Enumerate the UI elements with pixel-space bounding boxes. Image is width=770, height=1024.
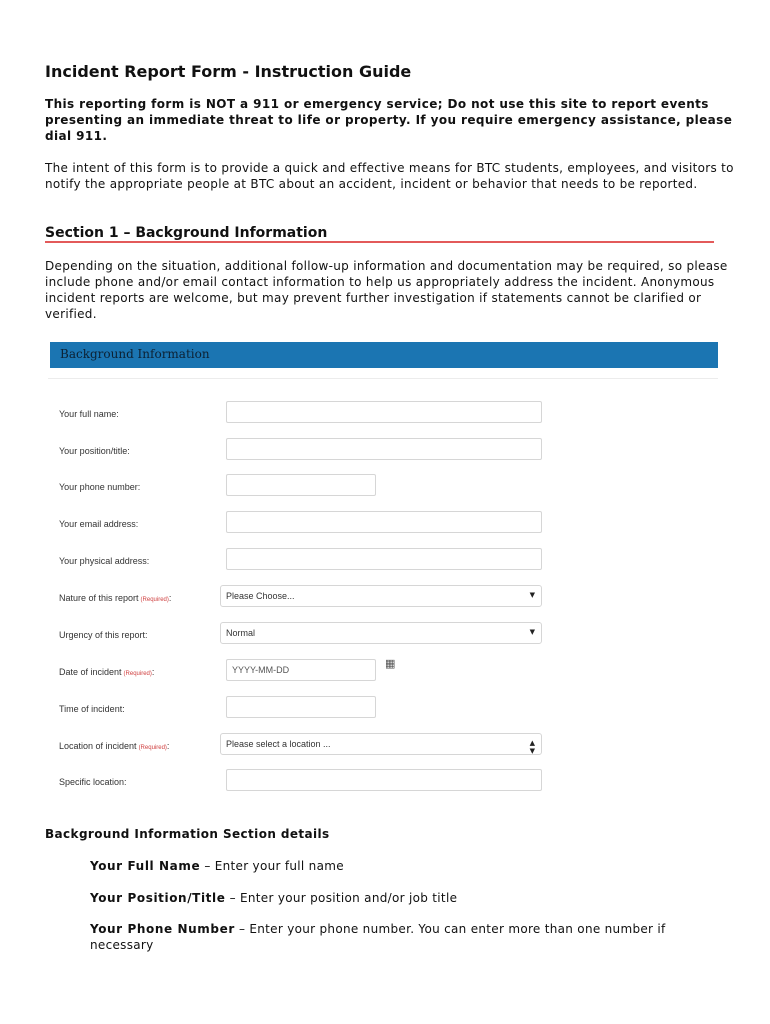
phone-label: Your phone number: bbox=[59, 482, 141, 492]
detail-full-name bbox=[90, 858, 690, 874]
row-urgency bbox=[48, 622, 718, 650]
form-header bbox=[50, 342, 718, 368]
row-phone bbox=[48, 474, 718, 502]
detail-term: Your Phone Number bbox=[90, 922, 235, 936]
row-specific-location bbox=[48, 769, 718, 797]
required-tag: (Required) bbox=[123, 671, 152, 677]
row-nature bbox=[48, 585, 718, 613]
chevron-down-icon: ▲ ▼ bbox=[529, 739, 535, 755]
detail-position bbox=[90, 890, 690, 906]
email-label: Your email address: bbox=[59, 519, 139, 529]
specific-location-label: Specific location: bbox=[59, 777, 127, 787]
time-label: Time of incident: bbox=[59, 704, 125, 714]
detail-desc: – Enter your full name bbox=[200, 859, 344, 873]
detail-term: Your Full Name bbox=[90, 859, 201, 873]
details-title: Background Information Section details bbox=[45, 827, 330, 841]
location-select-value: Please select a location ... bbox=[226, 739, 331, 749]
address-label: Your physical address: bbox=[59, 556, 150, 566]
position-label: Your position/title: bbox=[59, 446, 130, 456]
section-1-title: Section 1 – Background Information bbox=[45, 225, 328, 241]
date-placeholder: YYYY-MM-DD bbox=[232, 665, 290, 675]
detail-term: Your Position/Title bbox=[90, 891, 226, 905]
nature-label-text: Nature of this report bbox=[59, 593, 139, 603]
detail-desc: – Enter your position and/or job title bbox=[225, 891, 458, 905]
full-name-label: Your full name: bbox=[59, 409, 119, 419]
section-divider bbox=[45, 241, 714, 243]
background-information-form bbox=[48, 342, 718, 804]
detail-desc: – Enter your phone number. You can enter more than one number if necessary bbox=[90, 922, 666, 952]
address-input[interactable] bbox=[226, 548, 542, 570]
calendar-icon[interactable]: ▦ bbox=[385, 657, 396, 670]
row-address bbox=[48, 548, 718, 576]
row-time bbox=[48, 696, 718, 724]
date-input[interactable] bbox=[226, 659, 376, 681]
row-date bbox=[48, 659, 718, 687]
page-title: Incident Report Form - Instruction Guide bbox=[45, 62, 412, 81]
location-label: Location of incident (Required): bbox=[59, 741, 170, 751]
urgency-select-value: Normal bbox=[226, 628, 256, 638]
chevron-down-icon: ▼ bbox=[529, 628, 535, 636]
row-email bbox=[48, 511, 718, 539]
location-label-text: Location of incident bbox=[59, 741, 137, 751]
email-input[interactable] bbox=[226, 511, 542, 533]
nature-select[interactable] bbox=[220, 585, 542, 607]
specific-location-input[interactable] bbox=[226, 769, 542, 791]
chevron-down-icon: ▼ bbox=[529, 591, 535, 599]
required-tag: (Required) bbox=[138, 745, 167, 751]
date-label-text: Date of incident bbox=[59, 667, 122, 677]
nature-select-value: Please Choose... bbox=[226, 591, 295, 601]
nature-label: Nature of this report (Required): bbox=[59, 593, 172, 603]
urgency-label: Urgency of this report: bbox=[59, 630, 148, 640]
position-input[interactable] bbox=[226, 438, 542, 460]
date-label: Date of incident (Required): bbox=[59, 667, 155, 677]
intent-paragraph: The intent of this form is to provide a quick and effective means for BTC students, employees, and visitors to notify the appropriate people at BTC about an accident, incident or behavior that needs to be reported. bbox=[45, 161, 734, 191]
row-position bbox=[48, 438, 718, 466]
emergency-warning: This reporting form is NOT a 911 or emergency service; Do not use this site to report events presenting an immediate threat to life or property. If you require emergency assistance, please dial 911. bbox=[45, 97, 733, 143]
location-select[interactable] bbox=[220, 733, 542, 755]
phone-input[interactable] bbox=[226, 474, 376, 496]
required-tag: (Required) bbox=[140, 597, 169, 603]
row-location bbox=[48, 733, 718, 761]
time-input[interactable] bbox=[226, 696, 376, 718]
form-divider bbox=[48, 378, 718, 379]
full-name-input[interactable] bbox=[226, 401, 542, 423]
urgency-select[interactable] bbox=[220, 622, 542, 644]
form-header-title: Background Information bbox=[60, 347, 210, 361]
section-1-body: Depending on the situation, additional follow-up information and documentation may be required, so please include phone and/or email contact information to help us appropriately address the incident. Anonymous incident reports are welcome, but may prevent further investigation if statements cannot be clarified or verified. bbox=[45, 259, 728, 321]
detail-phone bbox=[90, 921, 690, 953]
row-full-name bbox=[48, 401, 718, 429]
